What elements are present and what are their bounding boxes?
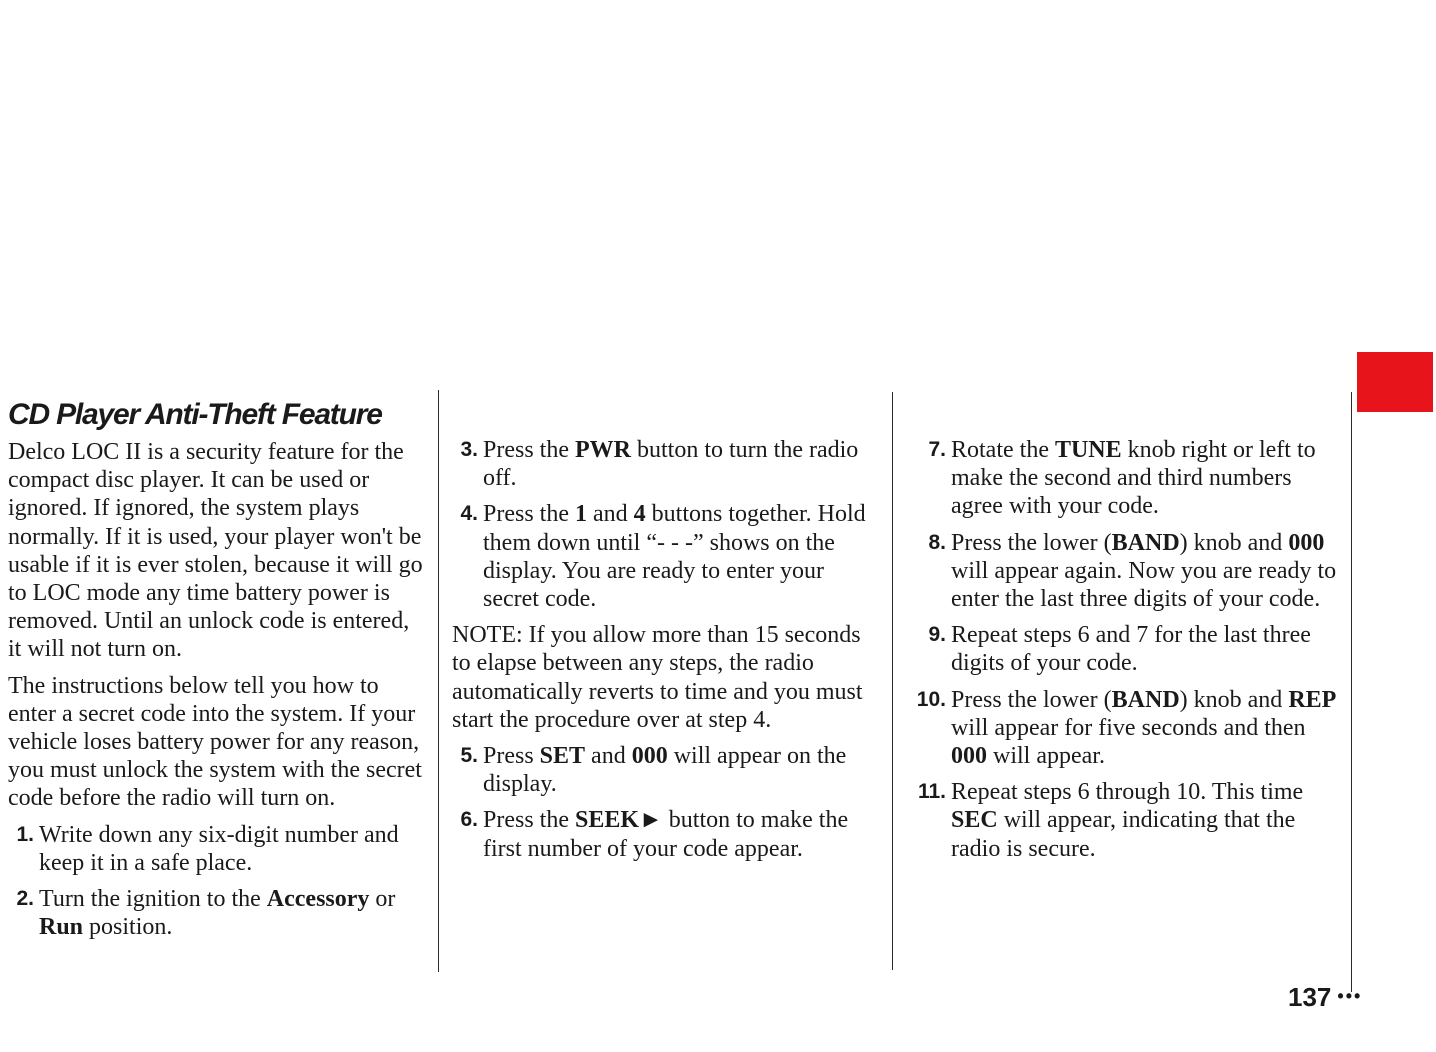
section-tab [1357, 352, 1433, 412]
column-3 [906, 436, 1338, 871]
step-number: 8. [928, 530, 946, 554]
instructions-paragraph: The instructions below tell you how to enter a secret code into the system. If your vehicle loses battery power for any reason, you must unlock the system with the secret code before the radio will turn on. [8, 672, 422, 812]
step-3 [452, 436, 884, 492]
step-text: Repeat steps 6 and 7 for the last three digits of your code. [951, 622, 1311, 677]
step-2 [8, 885, 428, 941]
step-text: Press the 1 and 4 buttons together. Hold them down until “- - -” shows on the display. You are ready to enter your secret code. [483, 501, 866, 613]
step-text: Repeat steps 6 through 10. This time SEC will appear, indicating that the radio is secure. [951, 779, 1304, 862]
step-number: 7. [928, 438, 946, 461]
step-text: Press the lower (BAND) knob and REP will appear for five seconds and then 000 will appear. [951, 686, 1337, 770]
step-number: 6. [460, 808, 478, 832]
column-1 [8, 398, 428, 949]
step-number: 1. [16, 822, 34, 846]
step-4 [452, 500, 884, 613]
section-heading: CD Player Anti-Theft Feature [8, 398, 382, 431]
step-1 [8, 821, 428, 877]
page-number: 137 ••• [1288, 982, 1363, 1012]
step-number: 10. [916, 687, 946, 711]
intro-paragraph: Delco LOC II is a security feature for the compact disc player. It can be used or ignored. If ignored, the system plays normally. If it is used, your player won't be usable if it is ever stolen, because it will go to LOC mode any time battery power is removed. Until an unlock code is entered, it will not turn on. [8, 439, 423, 663]
step-10 [906, 686, 1338, 771]
step-text: Rotate the TUNE knob right or left to make the second and third numbers agree with your code. [951, 437, 1316, 520]
step-number: 2. [16, 887, 34, 911]
step-text: Press SET and 000 will appear on the display. [483, 743, 847, 798]
step-text: Press the PWR button to turn the radio off. [483, 437, 859, 492]
note-paragraph: NOTE: If you allow more than 15 seconds to elapse between any steps, the radio automatically reverts to time and you must start the procedure over at step 4. [452, 622, 863, 733]
page-dots: ••• [1337, 986, 1363, 1006]
step-number: 3. [460, 438, 478, 461]
column-divider [892, 392, 893, 970]
step-number: 11. [917, 780, 946, 804]
step-text: Press the SEEK► button to make the first number of your code appear. [483, 807, 849, 862]
step-text: Turn the ignition to the Accessory or Run position. [39, 886, 396, 941]
step-text: Press the lower (BAND) knob and 000 will appear again. Now you are ready to enter the last three digits of your code. [951, 529, 1337, 613]
step-8 [906, 529, 1338, 614]
step-6 [452, 806, 884, 862]
column-divider [1351, 392, 1352, 992]
step-9 [906, 621, 1338, 677]
column-2 [452, 436, 884, 871]
step-11 [906, 778, 1338, 863]
step-number: 9. [928, 623, 946, 647]
step-5 [452, 742, 884, 798]
step-number: 4. [460, 502, 478, 526]
step-number: 5. [460, 744, 478, 768]
column-divider [438, 390, 439, 972]
step-text: Write down any six-digit number and keep it in a safe place. [39, 821, 399, 876]
step-7 [906, 436, 1338, 521]
